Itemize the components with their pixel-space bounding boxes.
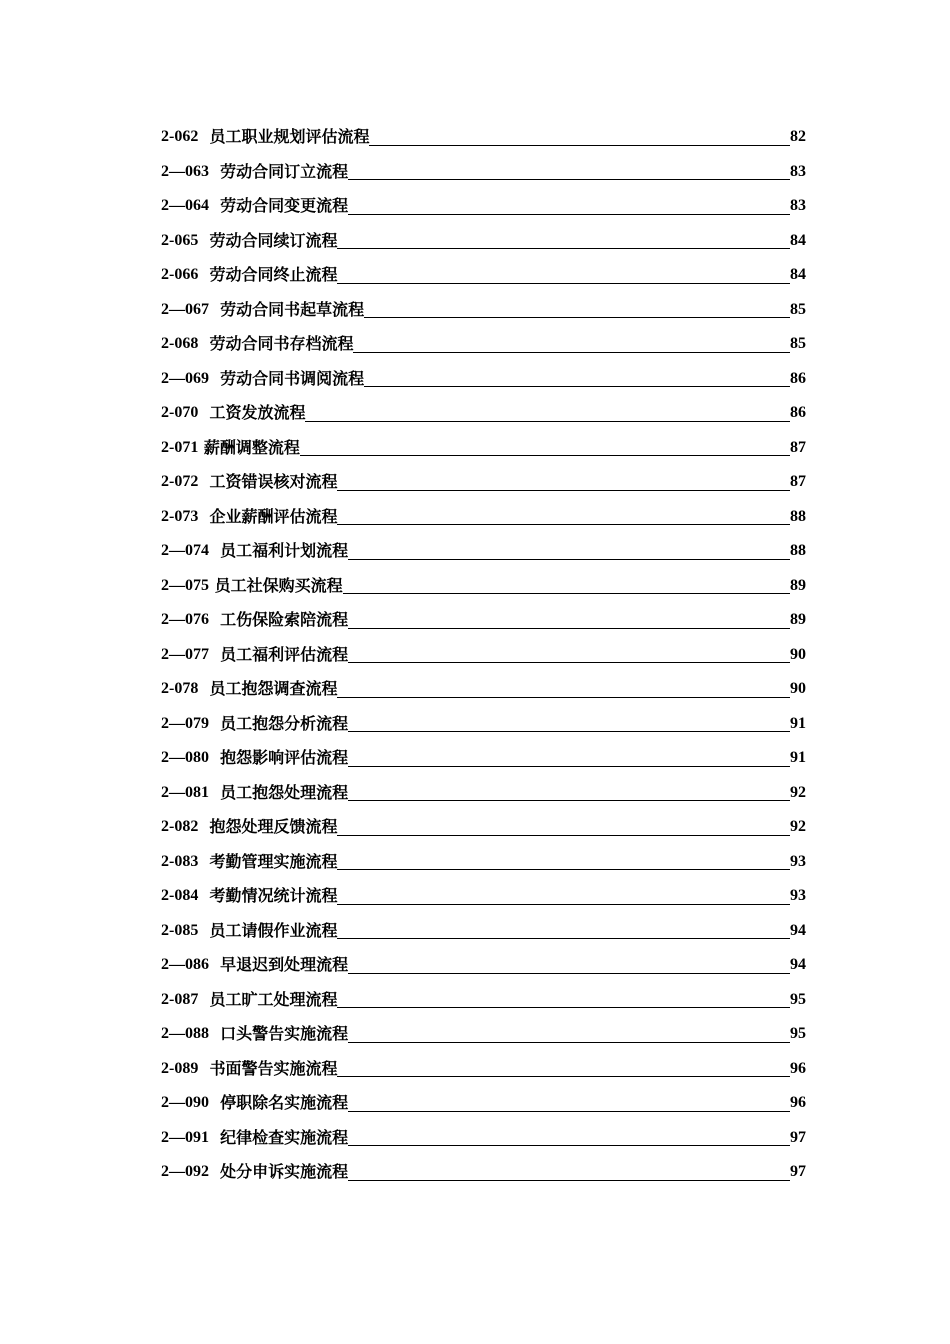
entry-title: 口头警告实施流程 — [220, 1024, 349, 1043]
entry-title: 员工福利评估流程 — [220, 644, 349, 664]
leader-line — [343, 593, 790, 594]
toc-entry[interactable] — [161, 293, 806, 328]
toc-entry[interactable] — [161, 948, 806, 983]
entry-page-number: 92 — [790, 818, 806, 835]
entry-separator — [198, 224, 209, 259]
leader-line — [364, 386, 790, 387]
entry-separator — [198, 983, 209, 1018]
entry-separator — [198, 810, 209, 845]
leader-line — [348, 559, 790, 560]
leader-line — [348, 179, 790, 180]
toc-entry[interactable] — [161, 1052, 806, 1087]
entry-code: 2—081 — [161, 783, 209, 801]
entry-separator — [198, 672, 209, 707]
entry-separator — [209, 776, 220, 811]
entry-separator — [209, 741, 220, 776]
entry-page-number: 91 — [790, 749, 806, 766]
entry-code: 2-062 — [161, 128, 199, 145]
entry-separator — [198, 845, 209, 880]
leader-line — [348, 214, 790, 215]
toc-entry[interactable] — [161, 431, 806, 466]
toc-entry[interactable] — [161, 534, 806, 569]
toc-entry[interactable] — [161, 569, 806, 604]
entry-page-number: 86 — [790, 369, 806, 387]
entry-code: 2-070 — [161, 404, 199, 421]
toc-entry[interactable] — [161, 500, 806, 535]
entry-page-number: 95 — [790, 990, 806, 1008]
entry-page-number: 86 — [790, 404, 806, 421]
leader-line — [337, 938, 790, 939]
entry-page-number: 90 — [790, 645, 806, 663]
toc-entry[interactable] — [161, 120, 806, 155]
entry-code: 2—075 — [161, 576, 209, 594]
entry-code: 2-082 — [161, 818, 199, 835]
toc-entry[interactable] — [161, 638, 806, 673]
toc-entry[interactable] — [161, 603, 806, 638]
toc-entry[interactable] — [161, 845, 806, 880]
leader-line — [337, 248, 790, 249]
entry-code: 2-087 — [161, 990, 199, 1008]
leader-line — [337, 869, 790, 870]
entry-page-number: 93 — [790, 887, 806, 904]
leader-line — [348, 1180, 790, 1181]
entry-page-number: 93 — [790, 852, 806, 870]
entry-title: 薪酬调整流程 — [203, 437, 300, 457]
entry-separator — [198, 120, 209, 155]
entry-separator — [198, 327, 209, 362]
entry-title: 员工抱怨分析流程 — [220, 713, 349, 733]
entry-code: 2-072 — [161, 473, 199, 490]
entry-page-number: 95 — [790, 1025, 806, 1042]
leader-line — [353, 352, 790, 353]
entry-page-number: 87 — [790, 438, 806, 456]
entry-separator — [209, 1017, 220, 1052]
entry-title: 员工抱怨调查流程 — [209, 679, 338, 698]
entry-code: 2—092 — [161, 1163, 209, 1180]
entry-separator — [198, 1052, 209, 1087]
entry-code: 2-066 — [161, 266, 199, 283]
entry-separator — [198, 500, 209, 535]
entry-page-number: 96 — [790, 1094, 806, 1111]
entry-title: 书面警告实施流程 — [209, 1058, 338, 1078]
entry-title: 劳动合同订立流程 — [220, 161, 349, 181]
leader-line — [337, 490, 790, 491]
entry-title: 劳动合同续订流程 — [209, 230, 338, 250]
toc-entry[interactable] — [161, 1155, 806, 1190]
entry-title: 纪律检查实施流程 — [220, 1127, 349, 1147]
entry-page-number: 89 — [790, 576, 806, 594]
entry-separator — [209, 534, 220, 569]
entry-separator — [209, 362, 220, 397]
entry-separator — [209, 948, 220, 983]
leader-line — [337, 1076, 790, 1077]
toc-entry[interactable] — [161, 155, 806, 190]
entry-title: 停职除名实施流程 — [220, 1093, 349, 1112]
entry-title: 员工抱怨处理流程 — [220, 782, 349, 802]
entry-code: 2—076 — [161, 611, 209, 628]
entry-title: 员工旷工处理流程 — [209, 989, 338, 1009]
toc-entry[interactable] — [161, 396, 806, 431]
entry-separator — [198, 879, 209, 914]
entry-separator — [198, 396, 209, 431]
entry-separator — [198, 258, 209, 293]
entry-separator — [209, 1086, 220, 1121]
entry-title: 员工职业规划评估流程 — [209, 127, 370, 146]
entry-page-number: 94 — [790, 921, 806, 939]
entry-code: 2-085 — [161, 921, 199, 939]
entry-code: 2-073 — [161, 507, 199, 525]
entry-separator — [198, 914, 209, 949]
entry-code: 2—069 — [161, 369, 209, 387]
entry-separator — [209, 638, 220, 673]
entry-code: 2—063 — [161, 162, 209, 180]
leader-line — [348, 766, 790, 767]
entry-title: 处分申诉实施流程 — [220, 1162, 349, 1181]
entry-code: 2—064 — [161, 197, 209, 214]
leader-line — [305, 421, 790, 422]
toc-entry[interactable] — [161, 465, 806, 500]
leader-line — [337, 697, 790, 698]
toc-entry[interactable] — [161, 1086, 806, 1121]
entry-code: 2-078 — [161, 680, 199, 697]
entry-page-number: 83 — [790, 162, 806, 180]
leader-line — [337, 524, 790, 525]
leader-line — [364, 317, 790, 318]
entry-page-number: 97 — [790, 1163, 806, 1180]
leader-line — [348, 800, 790, 801]
entry-title: 劳动合同书起草流程 — [220, 299, 365, 319]
entry-title: 员工请假作业流程 — [209, 920, 338, 940]
entry-code: 2—074 — [161, 542, 209, 559]
entry-separator — [209, 1155, 220, 1190]
leader-line — [348, 662, 790, 663]
toc-entry[interactable] — [161, 879, 806, 914]
entry-title: 考勤管理实施流程 — [209, 851, 338, 871]
entry-title: 劳动合同书调阅流程 — [220, 368, 365, 388]
entry-title: 考勤情况统计流程 — [209, 886, 338, 905]
entry-title: 抱怨影响评估流程 — [220, 748, 349, 767]
toc-entry[interactable] — [161, 224, 806, 259]
entry-page-number: 88 — [790, 507, 806, 525]
entry-title: 企业薪酬评估流程 — [209, 506, 338, 526]
entry-code: 2-084 — [161, 887, 199, 904]
entry-code: 2-083 — [161, 852, 199, 870]
entry-separator — [209, 1121, 220, 1156]
entry-title: 员工社保购买流程 — [214, 575, 343, 595]
entry-title: 员工福利计划流程 — [220, 541, 349, 560]
entry-page-number: 85 — [790, 300, 806, 318]
entry-code: 2—086 — [161, 956, 209, 973]
entry-page-number: 92 — [790, 783, 806, 801]
entry-separator — [198, 465, 209, 500]
toc-entry[interactable] — [161, 983, 806, 1018]
entry-page-number: 91 — [790, 714, 806, 732]
entry-title: 工资发放流程 — [209, 403, 306, 422]
entry-code: 2—091 — [161, 1128, 209, 1146]
toc-entry[interactable] — [161, 258, 806, 293]
table-of-contents — [161, 120, 806, 1190]
entry-title: 劳动合同变更流程 — [220, 196, 349, 215]
entry-page-number: 97 — [790, 1128, 806, 1146]
entry-code: 2—067 — [161, 300, 209, 318]
leader-line — [348, 1042, 790, 1043]
leader-line — [337, 283, 790, 284]
entry-title: 工资错误核对流程 — [209, 472, 338, 491]
entry-page-number: 87 — [790, 473, 806, 490]
leader-line — [348, 731, 790, 732]
entry-title: 劳动合同终止流程 — [209, 265, 338, 284]
toc-entry[interactable] — [161, 362, 806, 397]
entry-separator — [209, 189, 220, 224]
toc-entry[interactable] — [161, 1121, 806, 1156]
entry-page-number: 85 — [790, 335, 806, 352]
leader-line — [369, 145, 790, 146]
toc-entry[interactable] — [161, 741, 806, 776]
entry-code: 2—079 — [161, 714, 209, 732]
entry-code: 2-068 — [161, 335, 199, 352]
entry-title: 劳动合同书存档流程 — [209, 334, 354, 353]
leader-line — [300, 455, 790, 456]
entry-separator — [209, 603, 220, 638]
toc-entry[interactable] — [161, 1017, 806, 1052]
entry-page-number: 84 — [790, 231, 806, 249]
entry-page-number: 96 — [790, 1059, 806, 1077]
entry-page-number: 88 — [790, 542, 806, 559]
leader-line — [348, 1145, 790, 1146]
toc-entry[interactable] — [161, 776, 806, 811]
entry-code: 2—077 — [161, 645, 209, 663]
entry-title: 工伤保险索陪流程 — [220, 610, 349, 629]
leader-line — [348, 973, 790, 974]
entry-code: 2-065 — [161, 231, 199, 249]
entry-page-number: 83 — [790, 197, 806, 214]
entry-code: 2-071 — [161, 438, 199, 456]
entry-title: 早退迟到处理流程 — [220, 955, 349, 974]
leader-line — [337, 1007, 790, 1008]
entry-page-number: 89 — [790, 611, 806, 628]
entry-page-number: 94 — [790, 956, 806, 973]
toc-entry[interactable] — [161, 810, 806, 845]
leader-line — [348, 628, 790, 629]
entry-code: 2—080 — [161, 749, 209, 766]
entry-page-number: 82 — [790, 128, 806, 145]
entry-page-number: 84 — [790, 266, 806, 283]
entry-code: 2—088 — [161, 1025, 209, 1042]
toc-entry[interactable] — [161, 914, 806, 949]
toc-entry[interactable] — [161, 672, 806, 707]
entry-page-number: 90 — [790, 680, 806, 697]
entry-title: 抱怨处理反馈流程 — [209, 817, 338, 836]
toc-entry[interactable] — [161, 327, 806, 362]
entry-separator — [209, 707, 220, 742]
entry-code: 2-089 — [161, 1059, 199, 1077]
entry-separator — [209, 293, 220, 328]
toc-entry[interactable] — [161, 189, 806, 224]
leader-line — [337, 904, 790, 905]
leader-line — [348, 1111, 790, 1112]
entry-separator — [209, 155, 220, 190]
toc-entry[interactable] — [161, 707, 806, 742]
entry-code: 2—090 — [161, 1094, 209, 1111]
leader-line — [337, 835, 790, 836]
